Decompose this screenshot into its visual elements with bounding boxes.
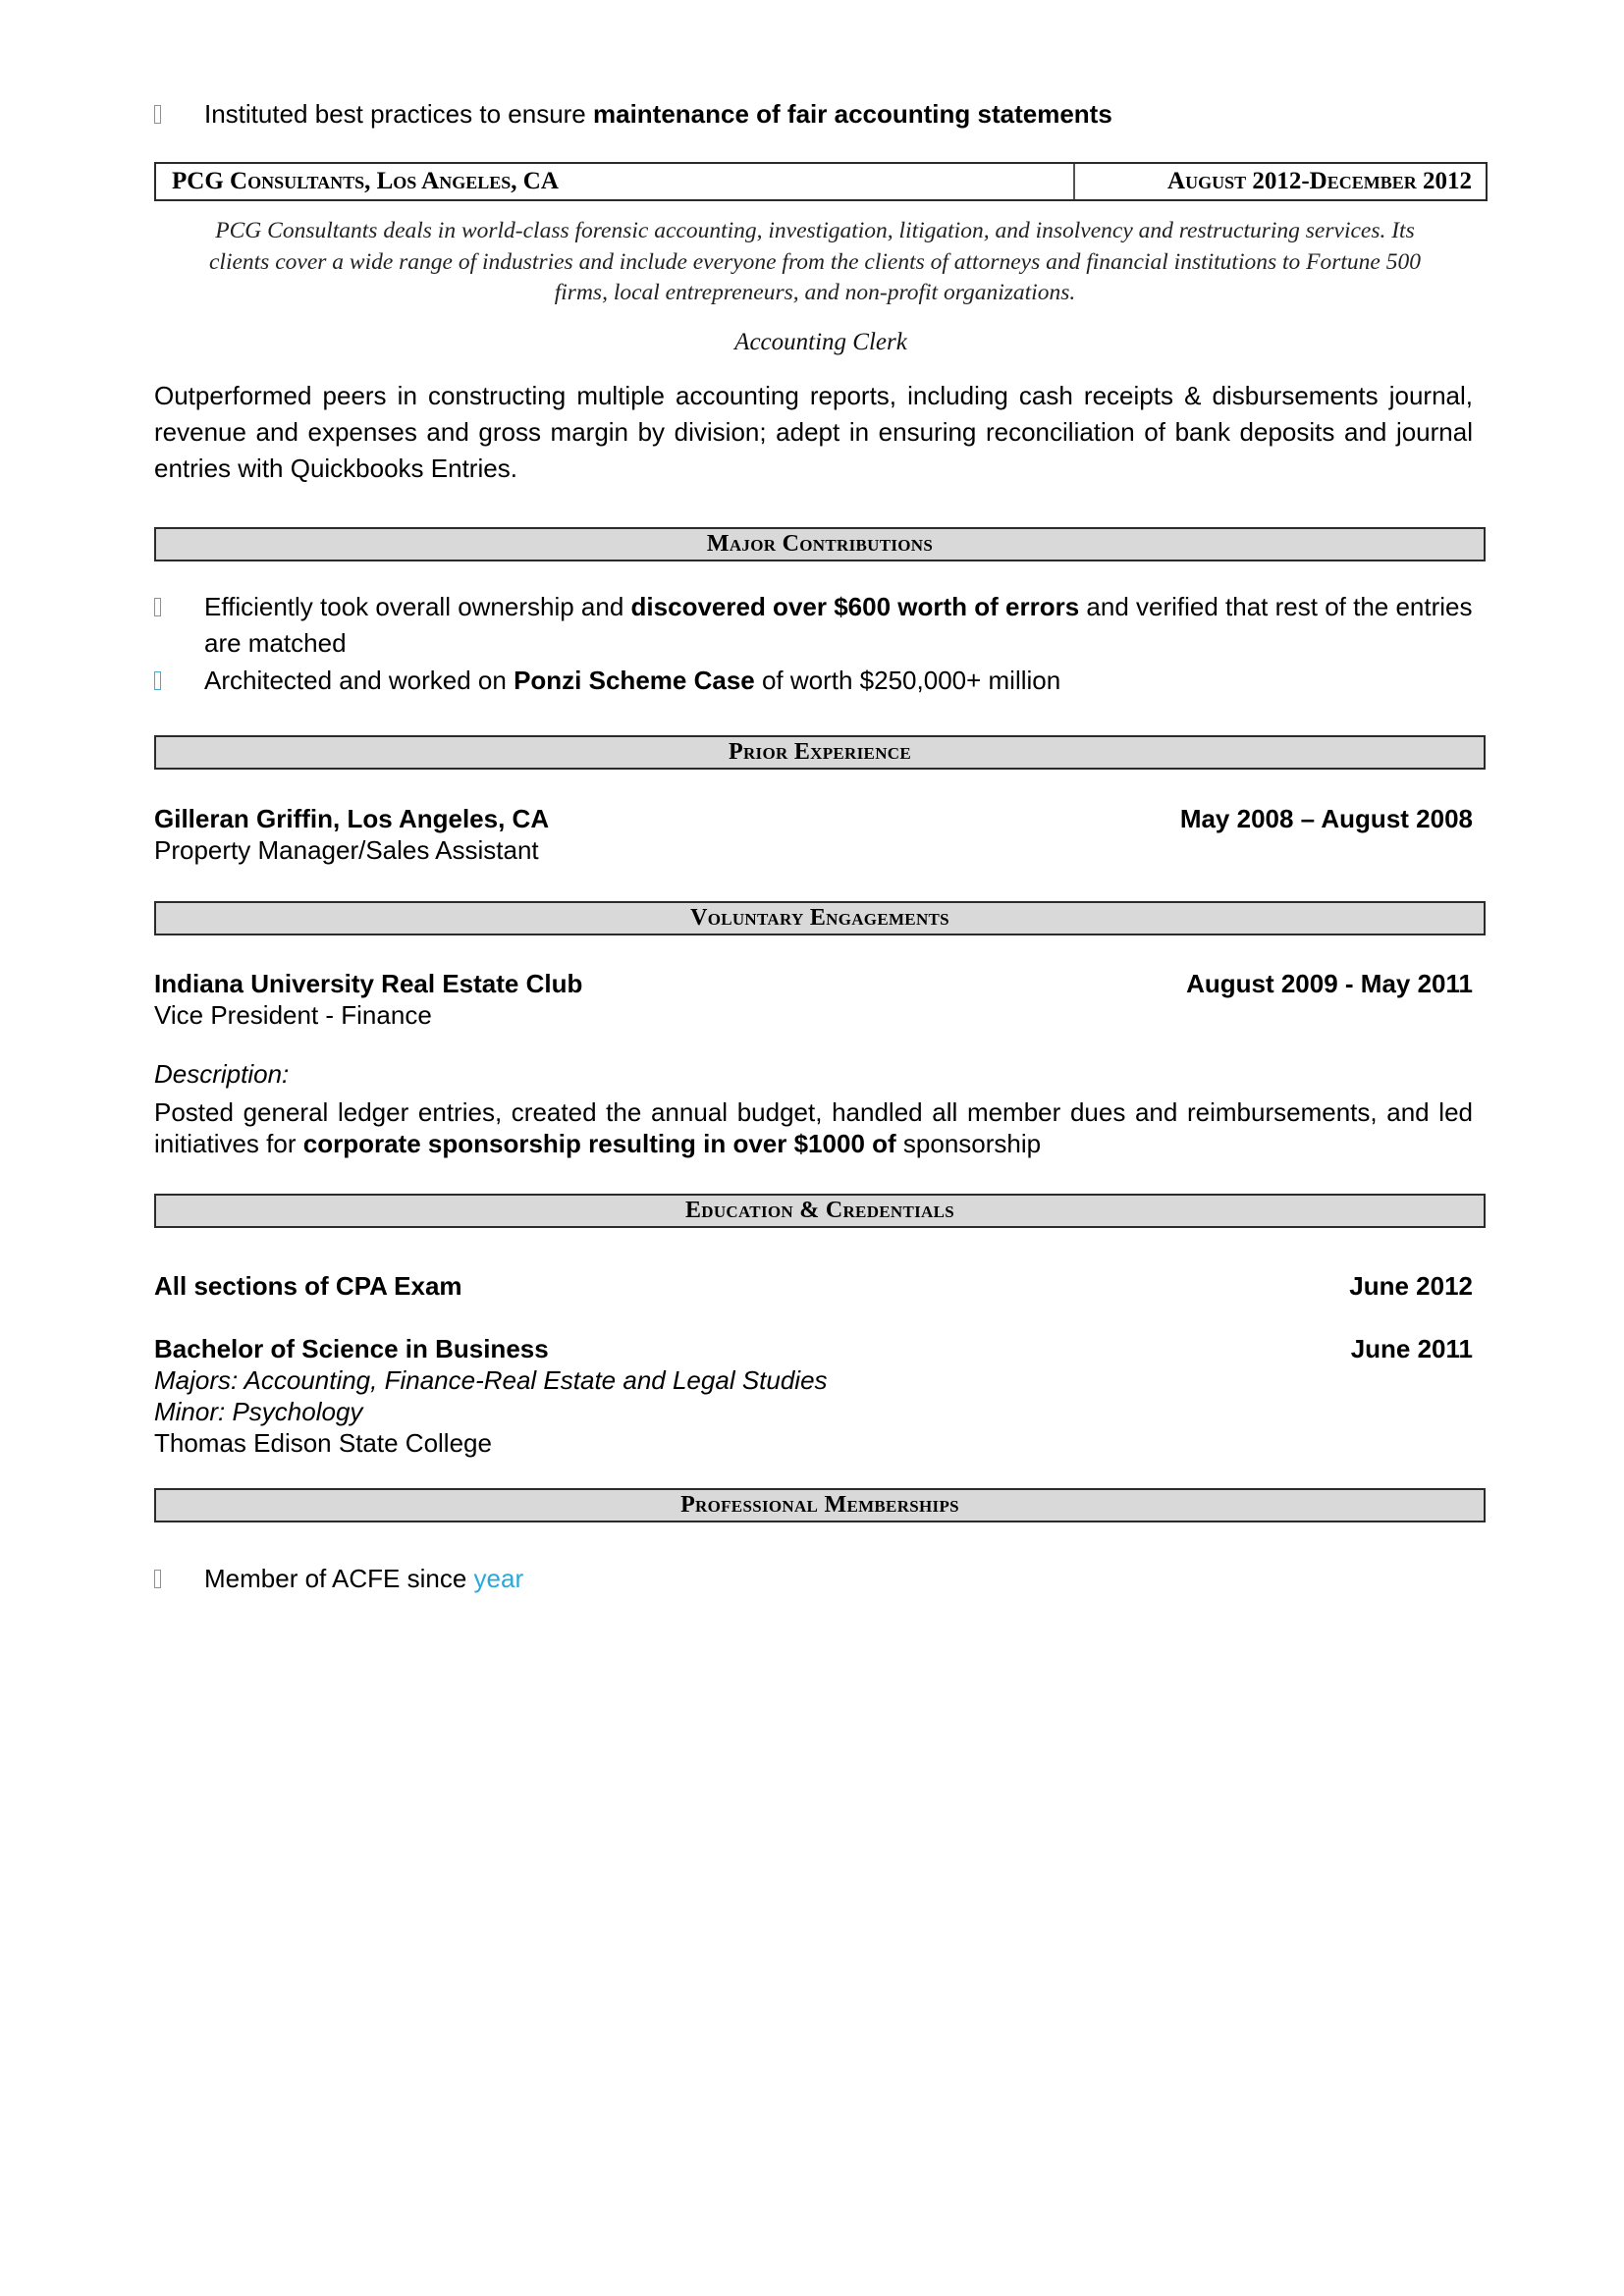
bullet-text-bold: maintenance of fair accounting statements — [593, 99, 1112, 129]
bullet-box-icon — [154, 671, 161, 690]
credential-title: All sections of CPA Exam — [154, 1271, 462, 1301]
position-title: Property Manager/Sales Assistant — [154, 835, 539, 865]
education-entry — [154, 1333, 1473, 1364]
volunteer-description — [154, 1096, 1473, 1159]
organization-name: Indiana University Real Estate Club — [154, 969, 583, 998]
contribution-text-bold: discovered over $600 worth of errors — [630, 592, 1080, 621]
section-header-prior-experience: Prior Experience — [154, 735, 1486, 770]
employer-dates: August 2012-December 2012 — [1167, 168, 1472, 194]
contribution-text: and verified that rest of the entries are matched — [204, 592, 1473, 658]
school-name: Thomas Edison State College — [154, 1428, 492, 1458]
volunteer-entry — [154, 968, 1473, 999]
company-name: Gilleran Griffin, Los Angeles, CA — [154, 804, 550, 833]
credential-date: June 2012 — [1349, 1271, 1473, 1301]
bullet-box-icon — [154, 1570, 161, 1588]
description-text: sponsorship — [895, 1129, 1042, 1158]
contribution-text: of worth $250,000+ million — [754, 666, 1061, 695]
section-header-major-contributions: Major Contributions — [154, 527, 1486, 561]
majors: Majors: Accounting, Finance-Real Estate and Legal Studies — [154, 1365, 828, 1395]
position-title: Vice President - Finance — [154, 1000, 432, 1030]
year-placeholder: year — [473, 1564, 524, 1593]
bullet-box-icon — [154, 598, 161, 616]
job-title: Accounting Clerk — [734, 329, 907, 355]
education-entry — [154, 1270, 1473, 1302]
contribution-text: Architected and worked on — [204, 666, 514, 695]
bullet-item — [154, 96, 1480, 133]
membership-item — [154, 1561, 1480, 1597]
membership-text: Member of ACFE since — [204, 1564, 474, 1593]
bullet-text: Instituted best practices to ensure — [204, 99, 593, 129]
description-text: Posted general ledger entries, created the annual budget, handled all member dues and reimbursements, and led initiatives for — [154, 1097, 1473, 1158]
degree-title: Bachelor of Science in Business — [154, 1334, 549, 1363]
description-text-bold: corporate sponsorship resulting in over $1000 of — [302, 1129, 896, 1158]
contribution-text: Efficiently took overall ownership and — [204, 592, 631, 621]
contribution-text-bold: Ponzi Scheme Case — [514, 666, 755, 695]
contribution-item — [154, 589, 1480, 662]
date-range: August 2009 - May 2011 — [1186, 969, 1473, 998]
employer-name: PCG Consultants, Los Angeles, CA — [156, 164, 1075, 199]
date-range: May 2008 – August 2008 — [1179, 804, 1473, 833]
description-label: Description: — [154, 1059, 290, 1089]
employer-header-table — [154, 162, 1488, 201]
bullet-box-icon — [154, 105, 161, 124]
section-header-memberships: Professional Memberships — [154, 1488, 1486, 1522]
company-description: PCG Consultants deals in world-class forensic accounting, investigation, litigation, and insolvency and restructuring services. Its clients cover a wide range of industries and include everyone from the clients of attorneys and financial institutions to Fortune 500 firms, local entrepreneurs, and non-profit organizations. — [208, 218, 1421, 305]
section-header-education: Education & Credentials — [154, 1194, 1486, 1228]
job-summary: Outperformed peers in constructing multiple accounting reports, including cash receipts & disbursements journal, revenue and expenses and gross margin by division; adept in ensuring reconciliation of bank deposits and journal entries with Quickbooks Entries. — [154, 381, 1473, 483]
degree-date: June 2011 — [1350, 1334, 1473, 1363]
prior-experience-entry — [154, 803, 1473, 834]
section-header-voluntary-engagements: Voluntary Engagements — [154, 901, 1486, 935]
minor: Minor: Psychology — [154, 1397, 363, 1426]
contribution-item — [154, 663, 1480, 699]
